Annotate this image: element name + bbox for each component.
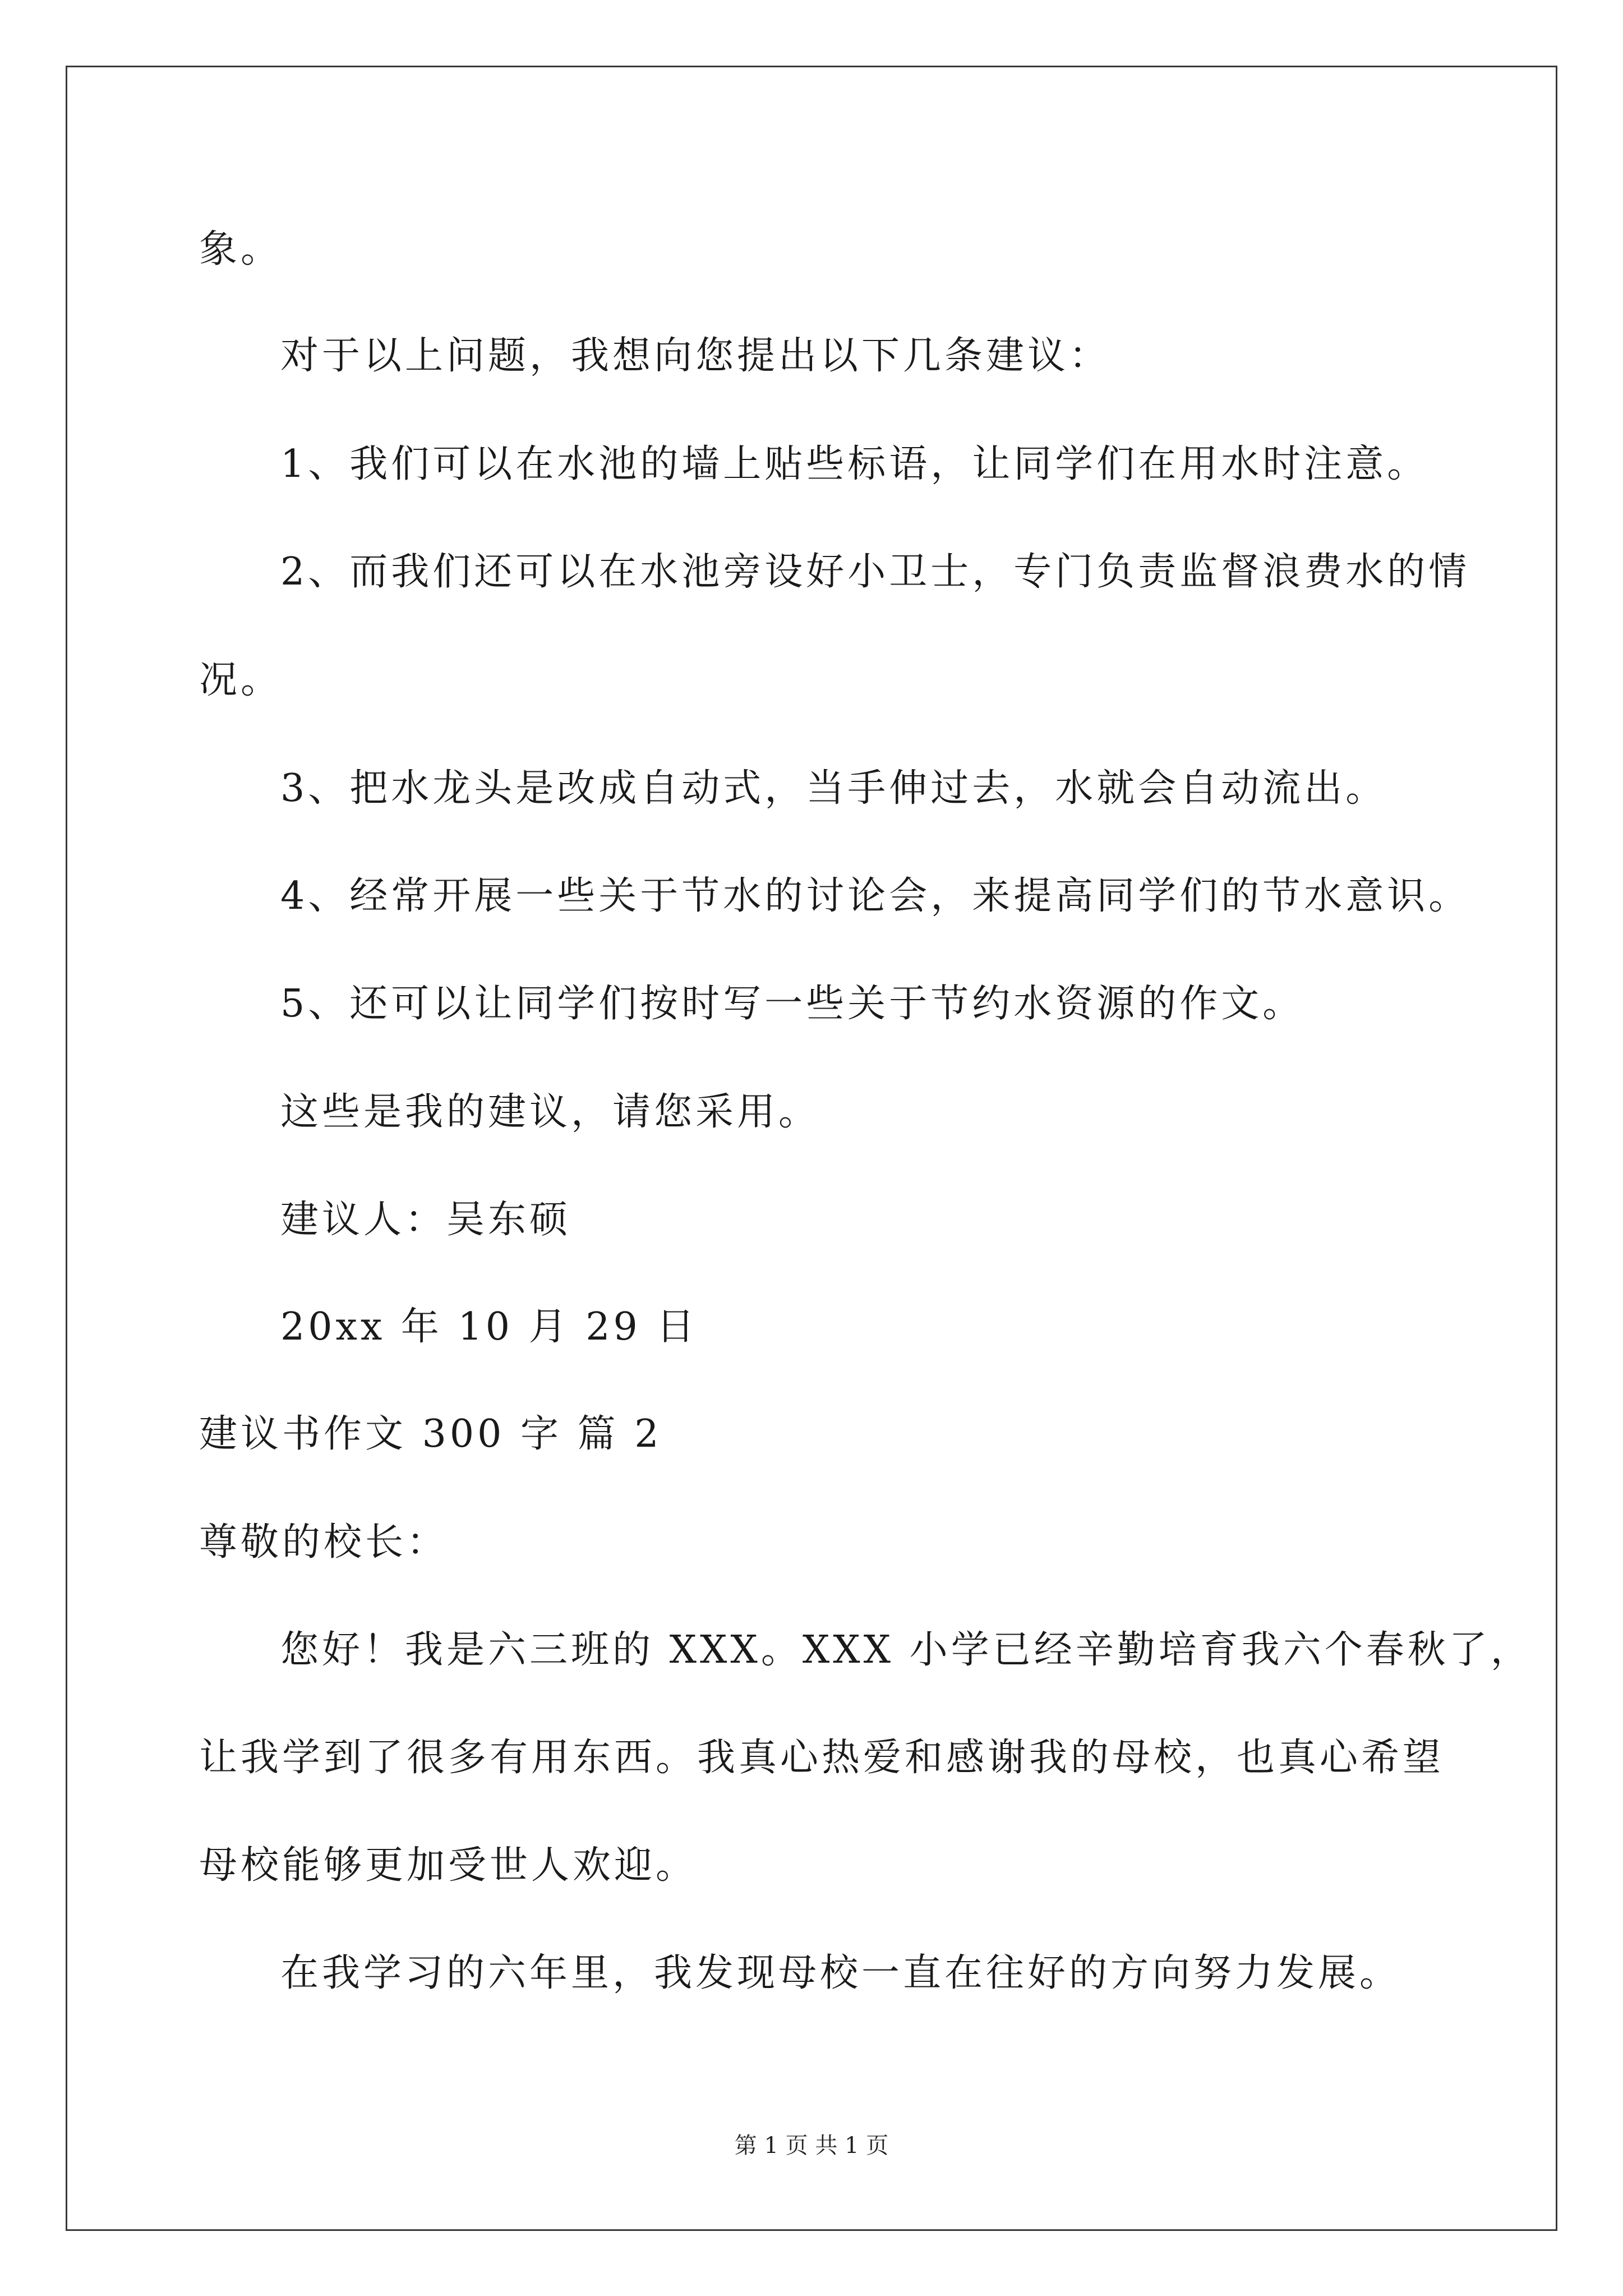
paragraph-line: 让我学到了很多有用东西。我真心热爱和感谢我的母校，也真心希望 bbox=[199, 1736, 1445, 1780]
paragraph-line: 这些是我的建议，请您采用。 bbox=[280, 1090, 820, 1134]
date-line: 20xx 年 10 月 29 日 bbox=[280, 1305, 698, 1349]
signature-line: 建议人：吴东硕 bbox=[280, 1198, 571, 1242]
paragraph-line: 对于以上问题，我想向您提出以下几条建议： bbox=[280, 334, 1111, 378]
paragraph-line: 况。 bbox=[199, 658, 283, 702]
paragraph-line: 1、我们可以在水池的墙上贴些标语，让同学们在用水时注意。 bbox=[280, 442, 1429, 486]
section-heading: 建议书作文 300 字 篇 2 bbox=[199, 1412, 662, 1456]
paragraph-line: 象。 bbox=[199, 227, 283, 272]
paragraph-line: 5、还可以让同学们按时写一些关于节约水资源的作文。 bbox=[280, 982, 1304, 1026]
paragraph-line: 母校能够更加受世人欢迎。 bbox=[199, 1843, 698, 1888]
paragraph-line: 4、经常开展一些关于节水的讨论会，来提高同学们的节水意识。 bbox=[280, 874, 1470, 918]
paragraph-line: 2、而我们还可以在水池旁设好小卫士，专门负责监督浪费水的情 bbox=[280, 550, 1470, 594]
paragraph-line: 3、把水龙头是改成自动式，当手伸过去，水就会自动流出。 bbox=[280, 766, 1387, 811]
page-border bbox=[66, 66, 1557, 2231]
page-footer: 第 1 页 共 1 页 bbox=[734, 2133, 889, 2159]
paragraph-line: 在我学习的六年里，我发现母校一直在往好的方向努力发展。 bbox=[280, 1951, 1401, 1995]
paragraph-line: 您好！我是六三班的 XXX。XXX 小学已经辛勤培育我六个春秋了， bbox=[280, 1628, 1532, 1672]
salutation: 尊敬的校长： bbox=[199, 1520, 449, 1565]
